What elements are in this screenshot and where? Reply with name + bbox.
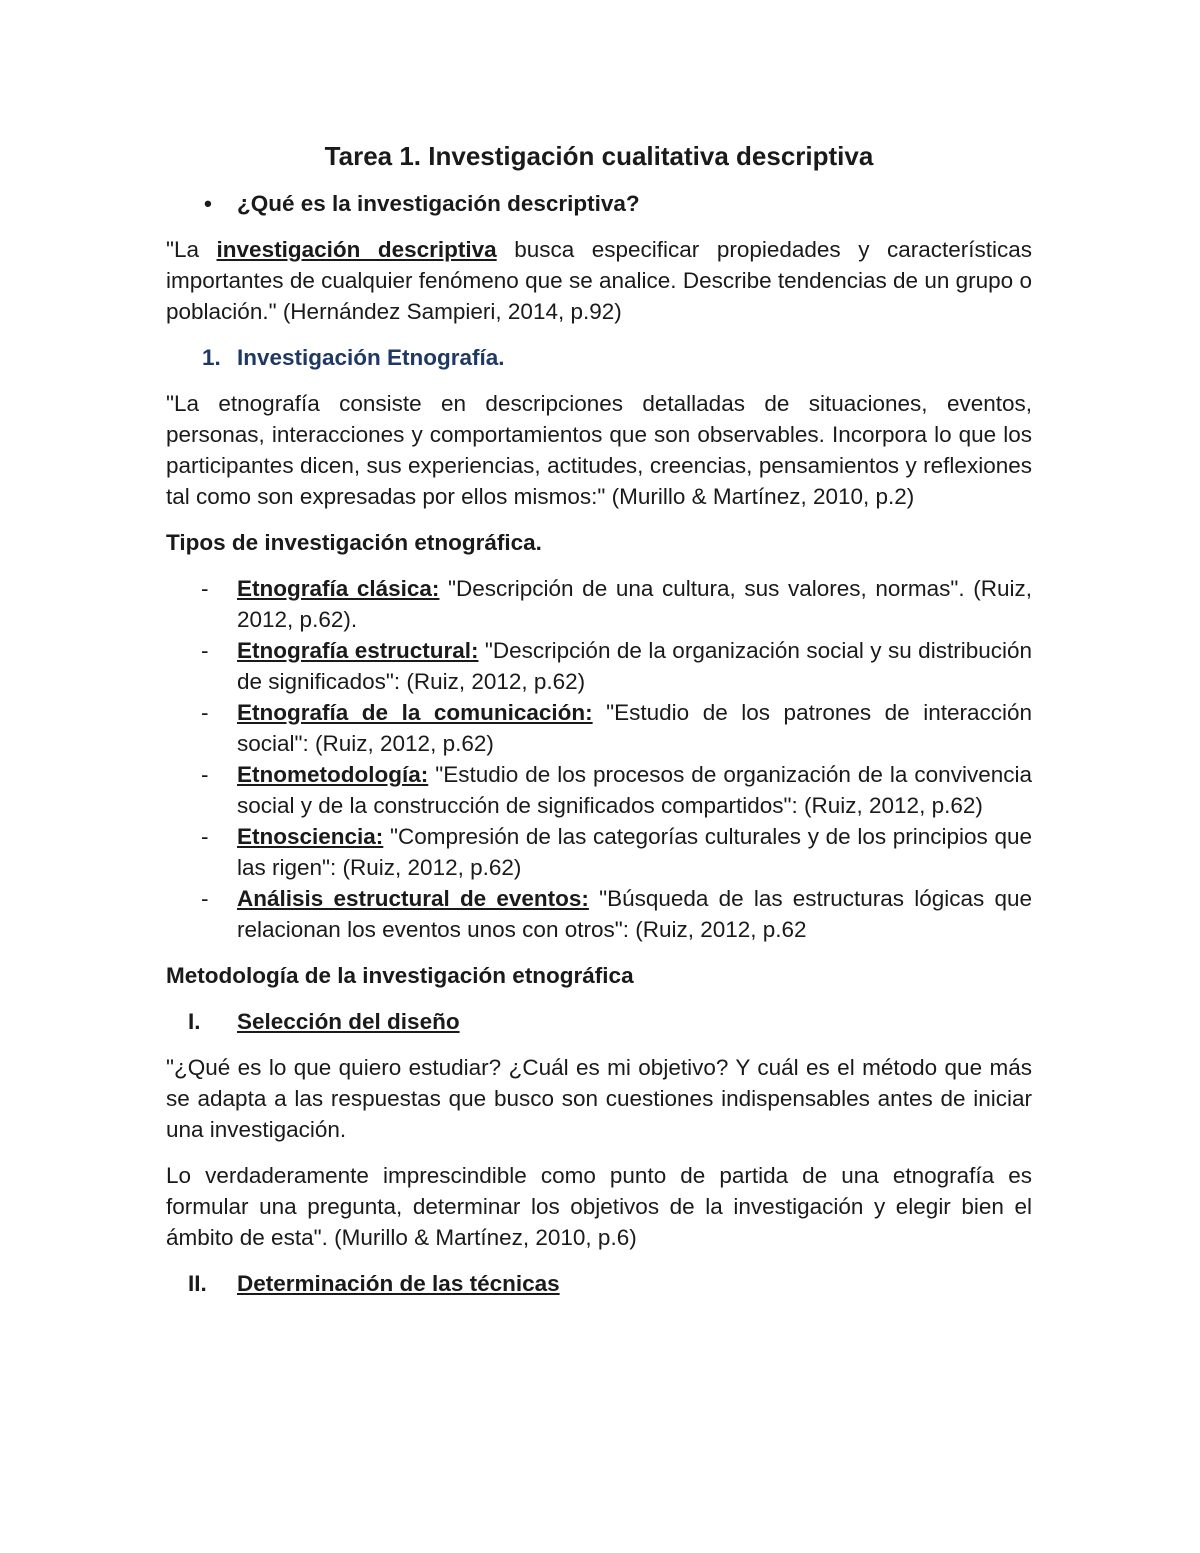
- roman-numeral: II.: [188, 1271, 207, 1296]
- definition-term: investigación descriptiva: [216, 237, 497, 262]
- dash-marker: -: [201, 886, 209, 911]
- definition-rest: busca especificar propiedades y características importantes de cualquier fenómeno que se analice. Describe tendencias de un grupo o población." (Hernández Sampieri, 2014, p.92): [166, 237, 1033, 324]
- bullet-icon: •: [204, 191, 212, 216]
- dash-marker: -: [201, 638, 209, 663]
- step-title: Selección del diseño: [237, 1009, 460, 1034]
- document-page: [166, 138, 1032, 1314]
- design-paragraph-2: Lo verdaderamente imprescindible como punto de partida de una etnografía es formular una pregunta, determinar los objetivos de la investigación y elegir bien el ámbito de esta". (Murillo & Martínez, 2010, p.6): [166, 1163, 1032, 1250]
- type-term: Etnografía clásica:: [237, 576, 440, 601]
- type-term: Etnografía estructural:: [237, 638, 479, 663]
- definition-paragraph: [166, 234, 1032, 327]
- dash-marker: -: [201, 576, 209, 601]
- list-item: [166, 697, 1032, 759]
- section-heading-ethnography: [166, 342, 1032, 373]
- question-text: ¿Qué es la investigación descriptiva?: [237, 191, 640, 216]
- dash-marker: -: [201, 700, 209, 725]
- dash-marker: -: [201, 824, 209, 849]
- ethnography-quote: "La etnografía consiste en descripciones detalladas de situaciones, eventos, personas, interacciones y comportamientos que son observables. Incorpora lo que los participantes dicen, sus experiencias, actitudes, creencias, pensamientos y reflexiones tal como son expresadas por ellos mismos:" (Murillo & Martínez, 2010, p.2): [166, 391, 1032, 509]
- section-number: 1.: [202, 345, 221, 370]
- dash-marker: -: [201, 762, 209, 787]
- roman-numeral: I.: [188, 1009, 201, 1034]
- step-title: Determinación de las técnicas: [237, 1271, 560, 1296]
- question-heading: [166, 188, 1032, 219]
- type-term: Etnometodología:: [237, 762, 429, 787]
- type-description: "Búsqueda de las estructuras lógicas que relacionan los eventos unos con otros": (Ruiz, 2012, p.62: [237, 886, 1032, 942]
- list-item: [166, 759, 1032, 821]
- type-description: "Compresión de las categorías culturales y de los principios que las rigen": (Ruiz, 2012, p.62): [237, 824, 1032, 880]
- list-item: [166, 573, 1032, 635]
- design-paragraph-1: "¿Qué es lo que quiero estudiar? ¿Cuál es mi objetivo? Y cuál es el método que más se adapta a las respuestas que busco son cuestiones indispensables antes de iniciar una investigación.: [166, 1055, 1032, 1142]
- type-description: "Descripción de la organización social y su distribución de significados": (Ruiz, 2012, p.62): [237, 638, 1032, 694]
- type-description: "Descripción de una cultura, sus valores, normas". (Ruiz, 2012, p.62).: [237, 576, 1032, 632]
- type-term: Etnografía de la comunicación:: [237, 700, 593, 725]
- list-item: [166, 821, 1032, 883]
- types-heading: Tipos de investigación etnográfica.: [166, 530, 542, 555]
- step-heading-techniques: [166, 1268, 1032, 1299]
- type-description: "Estudio de los procesos de organización de la convivencia social y de la construcción de significados compartidos": (Ruiz, 2012, p.62): [237, 762, 1032, 818]
- document-title: Tarea 1. Investigación cualitativa descriptiva: [324, 141, 874, 171]
- methodology-heading: Metodología de la investigación etnográfica: [166, 963, 634, 988]
- types-list: [166, 573, 1032, 945]
- step-heading-design: [166, 1006, 1032, 1037]
- definition-open: "La: [166, 237, 217, 262]
- section-heading-text: Investigación Etnografía.: [237, 345, 505, 370]
- type-term: Etnosciencia:: [237, 824, 384, 849]
- list-item: [166, 635, 1032, 697]
- type-description: "Estudio de los patrones de interacción social": (Ruiz, 2012, p.62): [237, 700, 1033, 756]
- list-item: [166, 883, 1032, 945]
- type-term: Análisis estructural de eventos:: [237, 886, 589, 911]
